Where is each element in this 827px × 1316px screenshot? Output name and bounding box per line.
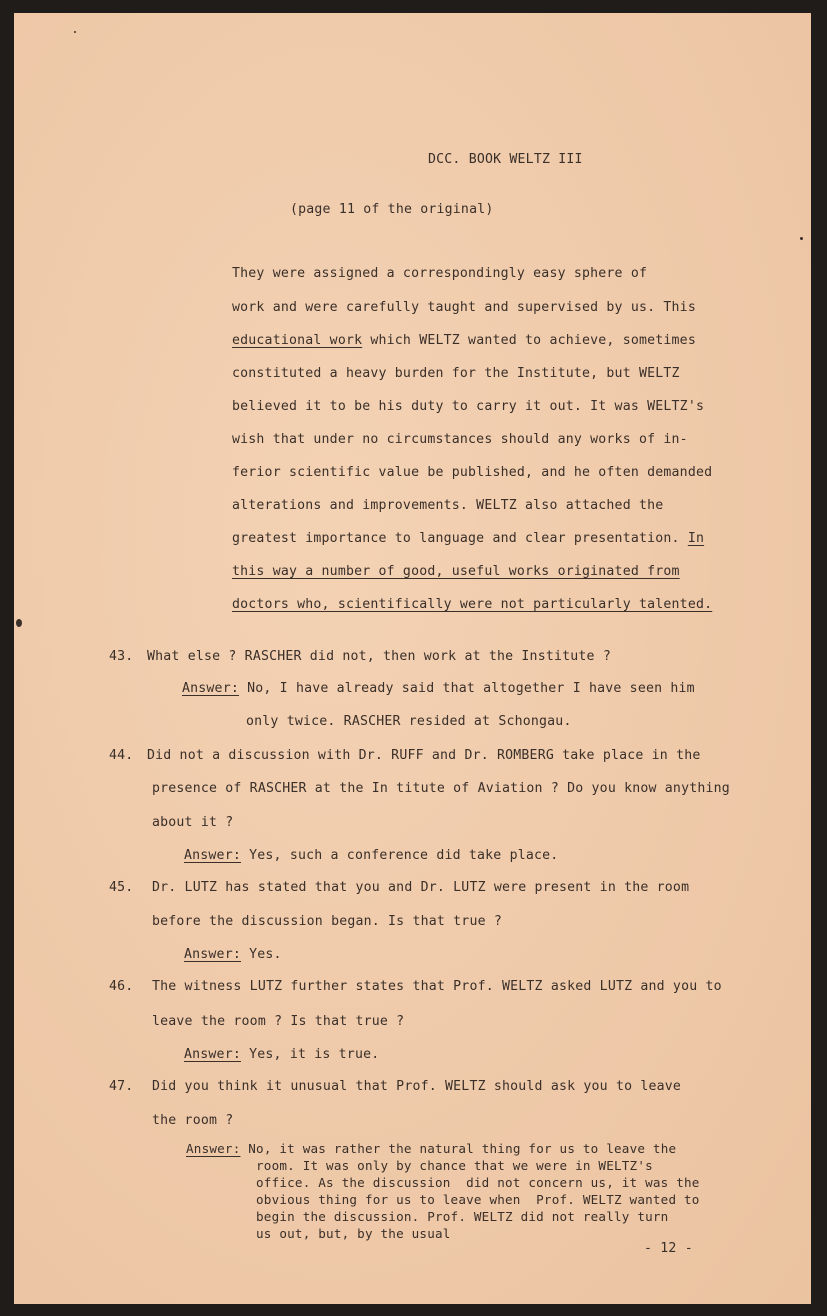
answer-line: Answer: Yes, such a conference did take place. bbox=[184, 848, 559, 863]
page-note: (page 11 of the original) bbox=[290, 202, 494, 217]
document-page bbox=[14, 13, 811, 1304]
answer-line: Answer: No, I have already said that altogether I have seen him bbox=[182, 681, 695, 696]
paragraph-line: alterations and improvements. WELTZ also attached the bbox=[232, 498, 664, 513]
paragraph-line: educational work which WELTZ wanted to achieve, sometimes bbox=[232, 333, 696, 348]
question-number: 44. bbox=[109, 748, 134, 763]
answer-label: Answer: bbox=[184, 1047, 241, 1062]
answer-line: us out, but, by the usual bbox=[256, 1226, 451, 1241]
answer-line: Answer: Yes, it is true. bbox=[184, 1047, 380, 1062]
question-text: leave the room ? Is that true ? bbox=[152, 1014, 405, 1029]
paragraph-line-underlined: doctors who, scientifically were not particularly talented. bbox=[232, 597, 713, 612]
question-number: 43. bbox=[109, 649, 134, 664]
answer-line: obvious thing for us to leave when Prof. WELTZ wanted to bbox=[256, 1192, 700, 1207]
question-text: Dr. LUTZ has stated that you and Dr. LUTZ were present in the room bbox=[152, 880, 690, 895]
binding-hole-mark bbox=[16, 619, 22, 627]
paragraph-line: believed it to be his duty to carry it out. It was WELTZ's bbox=[232, 399, 705, 414]
underlined-phrase: In bbox=[687, 531, 705, 546]
answer-line: office. As the discussion did not concern us, it was the bbox=[256, 1175, 700, 1190]
paragraph-line-underlined: this way a number of good, useful works originated from bbox=[232, 564, 680, 579]
answer-line: Answer: Yes. bbox=[184, 947, 282, 962]
question-text: Did not a discussion with Dr. RUFF and Dr. ROMBERG take place in the bbox=[147, 748, 701, 763]
paragraph-line: They were assigned a correspondingly easy sphere of bbox=[232, 266, 648, 281]
answer-label: Answer: bbox=[186, 1141, 241, 1156]
question-text: before the discussion began. Is that true ? bbox=[152, 914, 503, 929]
paragraph-line: wish that under no circumstances should any works of in- bbox=[232, 432, 688, 447]
question-text: Did you think it unusual that Prof. WELTZ should ask you to leave bbox=[152, 1079, 682, 1094]
question-number: 47. bbox=[109, 1079, 134, 1094]
paper-speck bbox=[74, 31, 76, 33]
question-text: presence of RASCHER at the In titute of Aviation ? Do you know anything bbox=[152, 781, 730, 796]
underlined-phrase: educational work bbox=[232, 333, 363, 348]
paragraph-line: greatest importance to language and clear presentation. In bbox=[232, 531, 705, 546]
question-text: The witness LUTZ further states that Prof. WELTZ asked LUTZ and you to bbox=[152, 979, 722, 994]
question-text: the room ? bbox=[152, 1113, 234, 1128]
answer-label: Answer: bbox=[184, 848, 241, 863]
question-number: 46. bbox=[109, 979, 134, 994]
page-number: - 12 - bbox=[644, 1241, 693, 1256]
paper-speck bbox=[800, 237, 803, 240]
answer-line: room. It was only by chance that we were in WELTZ's bbox=[256, 1158, 653, 1173]
paragraph-line: constituted a heavy burden for the Institute, but WELTZ bbox=[232, 366, 680, 381]
answer-line: Answer: No, it was rather the natural thing for us to leave the bbox=[186, 1141, 677, 1156]
document-label: DCC. BOOK WELTZ III bbox=[428, 152, 583, 167]
paragraph-line: ferior scientific value be published, and he often demanded bbox=[232, 465, 713, 480]
paragraph-line: work and were carefully taught and supervised by us. This bbox=[232, 300, 696, 315]
answer-label: Answer: bbox=[182, 681, 239, 696]
question-text: about it ? bbox=[152, 815, 234, 830]
answer-label: Answer: bbox=[184, 947, 241, 962]
answer-line: begin the discussion. Prof. WELTZ did not really turn bbox=[256, 1209, 669, 1224]
question-text: What else ? RASCHER did not, then work at the Institute ? bbox=[147, 649, 611, 664]
question-number: 45. bbox=[109, 880, 134, 895]
answer-line: only twice. RASCHER resided at Schongau. bbox=[246, 714, 572, 729]
